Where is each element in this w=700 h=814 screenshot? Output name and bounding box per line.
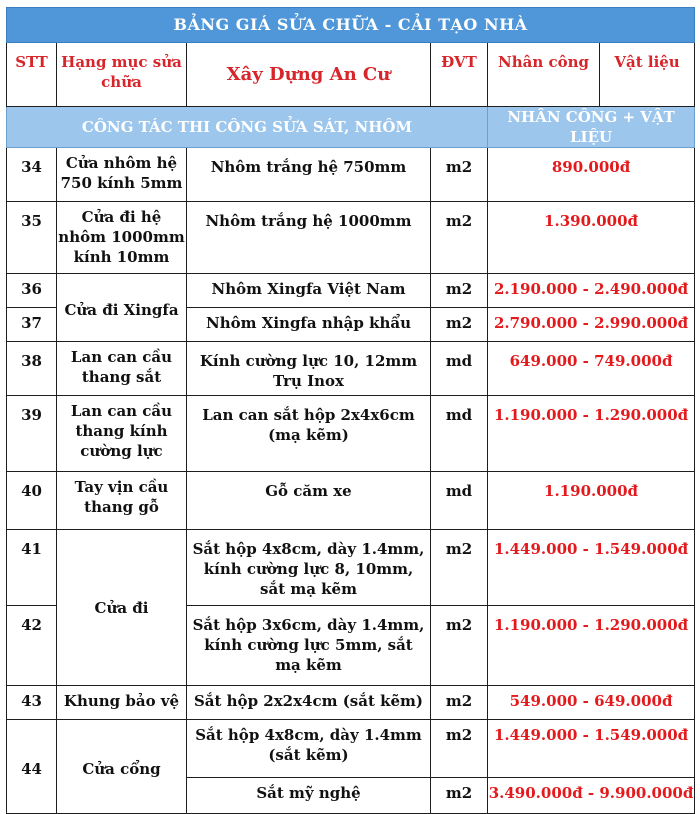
col-header-material: Vật liệu <box>600 43 695 107</box>
table-row <box>7 686 695 720</box>
section-title: CÔNG TÁC THI CÔNG SỬA SÁT, NHÔM <box>7 107 488 148</box>
row-description: Sắt hộp 3x6cm, dày 1.4mm, kính cường lực 5mm, sắt mạ kẽm <box>187 606 431 686</box>
section-header-row <box>7 107 695 148</box>
row-description: Nhôm trắng hệ 750mm <box>187 148 431 202</box>
row-category: Cửa nhôm hệ 750 kính 5mm <box>57 148 187 202</box>
row-description: Sắt hộp 4x8cm, dày 1.4mm, kính cường lực 8, 10mm, sắt mạ kẽm <box>187 530 431 606</box>
col-header-category: Hạng mục sửa chữa <box>57 43 187 107</box>
row-stt: 43 <box>7 686 57 720</box>
row-unit: md <box>431 472 488 530</box>
row-description: Sắt hộp 4x8cm, dày 1.4mm (sắt kẽm) <box>187 720 431 778</box>
row-unit: m2 <box>431 686 488 720</box>
row-price: 2.190.000 - 2.490.000đ <box>488 274 695 308</box>
row-price: 2.790.000 - 2.990.000đ <box>488 308 695 342</box>
row-unit: m2 <box>431 778 488 814</box>
row-category: Khung bảo vệ <box>57 686 187 720</box>
row-stt: 38 <box>7 342 57 396</box>
table-row <box>7 274 695 308</box>
row-stt: 36 <box>7 274 57 308</box>
row-unit: m2 <box>431 606 488 686</box>
row-unit: m2 <box>431 720 488 778</box>
row-price: 1.390.000đ <box>488 202 695 274</box>
row-description: Sắt hộp 2x2x4cm (sắt kẽm) <box>187 686 431 720</box>
table-row <box>7 530 695 606</box>
row-category: Tay vịn cầu thang gỗ <box>57 472 187 530</box>
row-unit: m2 <box>431 148 488 202</box>
col-header-brand: Xây Dựng An Cư <box>187 43 431 107</box>
row-stt: 35 <box>7 202 57 274</box>
price-table <box>6 7 695 814</box>
table-row <box>7 342 695 396</box>
row-unit: md <box>431 342 488 396</box>
row-category: Cửa cổng <box>57 720 187 814</box>
row-price: 1.190.000 - 1.290.000đ <box>488 606 695 686</box>
page-title: BẢNG GIÁ SỬA CHỮA - CẢI TẠO NHÀ <box>7 8 695 43</box>
row-price: 649.000 - 749.000đ <box>488 342 695 396</box>
row-price: 890.000đ <box>488 148 695 202</box>
row-stt: 39 <box>7 396 57 472</box>
row-category: Lan can cầu thang kính cường lực <box>57 396 187 472</box>
column-header-row <box>7 43 695 107</box>
col-header-stt: STT <box>7 43 57 107</box>
row-description: Gỗ căm xe <box>187 472 431 530</box>
row-description: Sắt mỹ nghệ <box>187 778 431 814</box>
row-description: Kính cường lực 10, 12mm Trụ Inox <box>187 342 431 396</box>
row-category: Cửa đi <box>57 530 187 686</box>
table-row <box>7 396 695 472</box>
row-category: Cửa đi Xingfa <box>57 274 187 342</box>
row-stt: 42 <box>7 606 57 686</box>
row-unit: m2 <box>431 202 488 274</box>
row-description: Nhôm Xingfa Việt Nam <box>187 274 431 308</box>
row-description: Lan can sắt hộp 2x4x6cm (mạ kẽm) <box>187 396 431 472</box>
table-row <box>7 202 695 274</box>
col-header-labor: Nhân công <box>488 43 600 107</box>
row-stt: 44 <box>7 720 57 814</box>
row-description: Nhôm Xingfa nhập khẩu <box>187 308 431 342</box>
section-price-header: NHÂN CÔNG + VẬT LIỆU <box>488 107 695 148</box>
row-price: 1.449.000 - 1.549.000đ <box>488 530 695 606</box>
col-header-unit: ĐVT <box>431 43 488 107</box>
row-price: 3.490.000đ - 9.900.000đ <box>488 778 695 814</box>
row-category: Lan can cầu thang sắt <box>57 342 187 396</box>
row-stt: 34 <box>7 148 57 202</box>
row-price: 1.449.000 - 1.549.000đ <box>488 720 695 778</box>
title-row <box>7 8 695 43</box>
row-unit: m2 <box>431 308 488 342</box>
row-stt: 40 <box>7 472 57 530</box>
row-price: 1.190.000 - 1.290.000đ <box>488 396 695 472</box>
row-stt: 37 <box>7 308 57 342</box>
row-unit: md <box>431 396 488 472</box>
row-unit: m2 <box>431 274 488 308</box>
row-unit: m2 <box>431 530 488 606</box>
row-stt: 41 <box>7 530 57 606</box>
row-category: Cửa đi hệ nhôm 1000mm kính 10mm <box>57 202 187 274</box>
row-description: Nhôm trắng hệ 1000mm <box>187 202 431 274</box>
table-row <box>7 148 695 202</box>
row-price: 1.190.000đ <box>488 472 695 530</box>
table-row <box>7 720 695 778</box>
table-row <box>7 472 695 530</box>
row-price: 549.000 - 649.000đ <box>488 686 695 720</box>
